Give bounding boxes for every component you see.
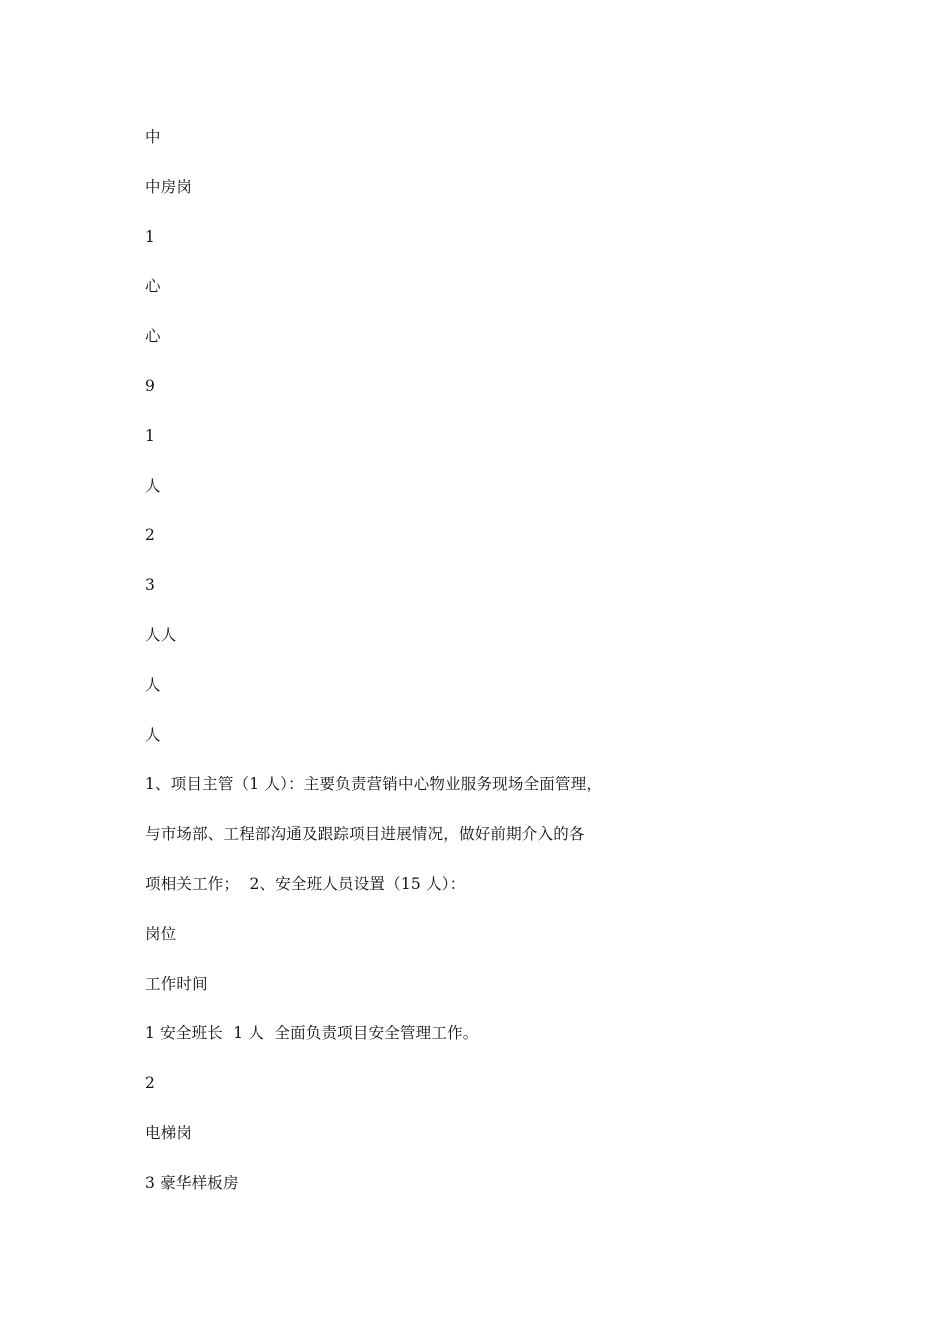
table-row-security-leader: 1 安全班长 1 人 全面负责项目安全管理工作。 [145,1024,479,1043]
text-line: 9 [145,376,156,395]
text-line: 人 [145,675,161,694]
text-line: 3 [145,576,156,595]
text-line: 1 [145,227,156,246]
text-line: 人 [145,476,161,495]
table-header-post: 岗位 [145,924,177,943]
table-row-model-house: 3 豪华样板房 [145,1173,239,1192]
paragraph-line: 项相关工作； 2、安全班人员设置（15 人）： [145,874,466,893]
paragraph-line: 与市场部、工程部沟通及跟踪项目进展情况，做好前期介入的各 [145,825,585,844]
text-line: 心 [145,277,161,296]
text-line: 心 [145,327,161,346]
text-line: 人 [145,725,161,744]
paragraph-line: 1、项目主管（1 人）：主要负责营销中心物业服务现场全面管理， [145,775,603,794]
table-header-working-time: 工作时间 [145,974,208,993]
text-line: 中 [145,128,161,146]
table-row-number: 2 [145,1074,156,1093]
text-line: 2 [145,526,156,545]
text-line: 人人 [145,625,177,644]
text-line: 1 [145,426,156,445]
document-body [145,126,825,1222]
text-line: 中房岗 [145,177,193,196]
table-row-elevator-post: 电梯岗 [145,1123,193,1142]
